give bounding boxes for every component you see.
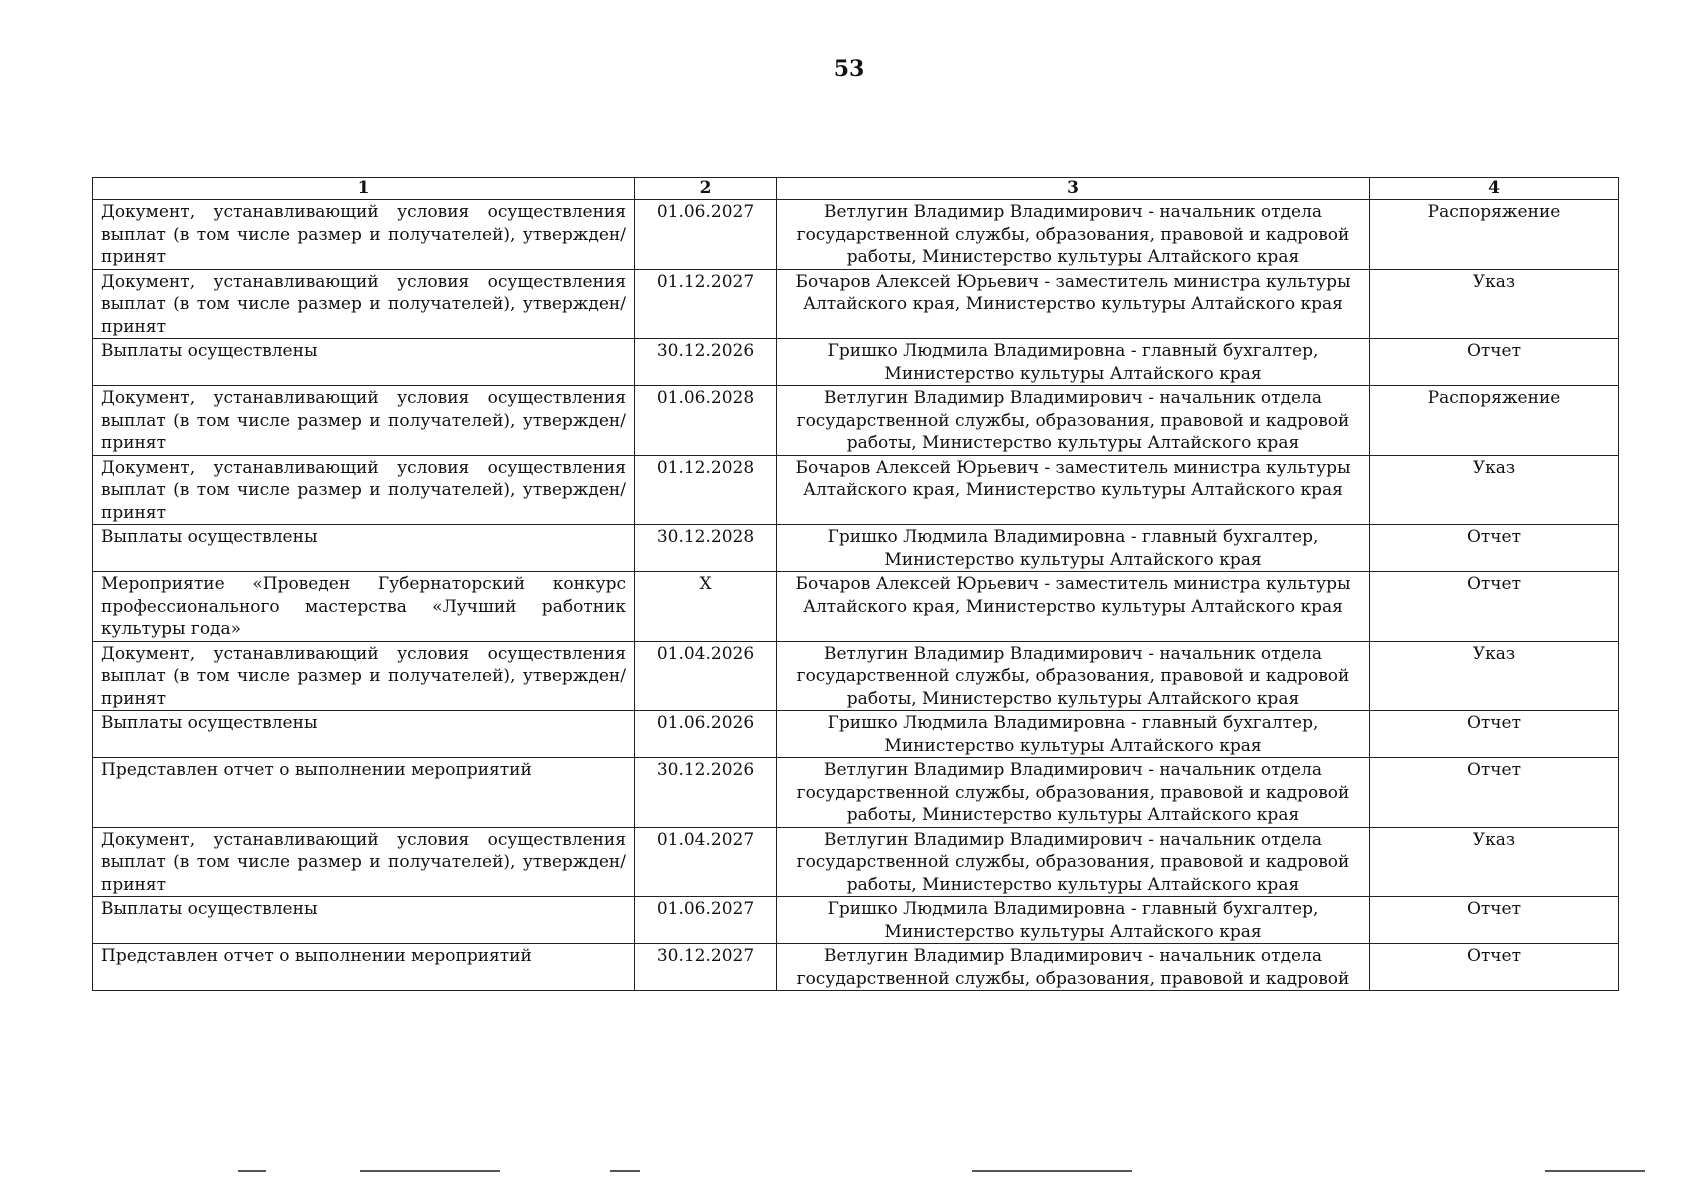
cell-date: 30.12.2027 bbox=[635, 944, 777, 991]
cell-date: 01.06.2027 bbox=[635, 200, 777, 270]
table-row bbox=[93, 944, 1619, 991]
cell-document-type: Распоряжение bbox=[1370, 200, 1619, 270]
table-row bbox=[93, 339, 1619, 386]
table-row bbox=[93, 572, 1619, 642]
cell-responsible: Бочаров Алексей Юрьевич - заместитель министра культуры Алтайского края, Министерство культуры Алтайского края bbox=[777, 269, 1370, 339]
cell-document-type: Указ bbox=[1370, 641, 1619, 711]
cell-item: Документ, устанавливающий условия осуществления выплат (в том числе размер и получателей), утвержден/принят bbox=[93, 641, 635, 711]
cell-item: Документ, устанавливающий условия осуществления выплат (в том числе размер и получателей), утвержден/принят bbox=[93, 455, 635, 525]
cell-responsible: Гришко Людмила Владимировна - главный бухгалтер, Министерство культуры Алтайского края bbox=[777, 711, 1370, 758]
cell-item: Документ, устанавливающий условия осуществления выплат (в том числе размер и получателей), утвержден/принят bbox=[93, 827, 635, 897]
cell-responsible: Гришко Людмила Владимировна - главный бухгалтер, Министерство культуры Алтайского края bbox=[777, 339, 1370, 386]
page-number: 53 bbox=[833, 56, 865, 82]
cell-date: 01.06.2027 bbox=[635, 897, 777, 944]
scan-artifact-lines bbox=[0, 1168, 1698, 1174]
cell-document-type: Отчет bbox=[1370, 339, 1619, 386]
cell-item: Документ, устанавливающий условия осуществления выплат (в том числе размер и получателей), утвержден/принят bbox=[93, 269, 635, 339]
cell-date: 30.12.2026 bbox=[635, 758, 777, 828]
table-row bbox=[93, 455, 1619, 525]
cell-item: Документ, устанавливающий условия осуществления выплат (в том числе размер и получателей), утвержден/принят bbox=[93, 200, 635, 270]
cell-item: Представлен отчет о выполнении мероприятий bbox=[93, 944, 635, 991]
table-body bbox=[93, 200, 1619, 991]
cell-responsible: Гришко Людмила Владимировна - главный бухгалтер, Министерство культуры Алтайского края bbox=[777, 897, 1370, 944]
cell-document-type: Отчет bbox=[1370, 897, 1619, 944]
cell-document-type: Указ bbox=[1370, 269, 1619, 339]
cell-document-type: Отчет bbox=[1370, 711, 1619, 758]
table-row bbox=[93, 641, 1619, 711]
cell-item: Документ, устанавливающий условия осуществления выплат (в том числе размер и получателей), утвержден/принят bbox=[93, 386, 635, 456]
column-header-2: 2 bbox=[635, 178, 777, 200]
cell-date: 01.12.2027 bbox=[635, 269, 777, 339]
column-header-3: 3 bbox=[777, 178, 1370, 200]
cell-responsible: Бочаров Алексей Юрьевич - заместитель министра культуры Алтайского края, Министерство культуры Алтайского края bbox=[777, 455, 1370, 525]
cell-item: Выплаты осуществлены bbox=[93, 339, 635, 386]
cell-document-type: Отчет bbox=[1370, 944, 1619, 991]
column-header-4: 4 bbox=[1370, 178, 1619, 200]
table-row bbox=[93, 200, 1619, 270]
cell-document-type: Указ bbox=[1370, 455, 1619, 525]
cell-item: Мероприятие «Проведен Губернаторский конкурс профессионального мастерства «Лучший работник культуры года» bbox=[93, 572, 635, 642]
table-row bbox=[93, 711, 1619, 758]
cell-document-type: Отчет bbox=[1370, 525, 1619, 572]
cell-date: Х bbox=[635, 572, 777, 642]
cell-date: 01.06.2028 bbox=[635, 386, 777, 456]
cell-item: Выплаты осуществлены bbox=[93, 897, 635, 944]
column-header-1: 1 bbox=[93, 178, 635, 200]
cell-document-type: Отчет bbox=[1370, 572, 1619, 642]
activities-table bbox=[92, 177, 1619, 991]
cell-date: 30.12.2026 bbox=[635, 339, 777, 386]
cell-responsible: Ветлугин Владимир Владимирович - начальник отдела государственной службы, образования, правовой и кадровой bbox=[777, 944, 1370, 991]
cell-date: 01.04.2026 bbox=[635, 641, 777, 711]
cell-date: 01.12.2028 bbox=[635, 455, 777, 525]
cell-item: Представлен отчет о выполнении мероприятий bbox=[93, 758, 635, 828]
cell-responsible: Гришко Людмила Владимировна - главный бухгалтер, Министерство культуры Алтайского края bbox=[777, 525, 1370, 572]
table-row bbox=[93, 758, 1619, 828]
cell-item: Выплаты осуществлены bbox=[93, 525, 635, 572]
cell-responsible: Ветлугин Владимир Владимирович - начальник отдела государственной службы, образования, правовой и кадровой работы, Министерство культуры Алтайского края bbox=[777, 641, 1370, 711]
cell-responsible: Бочаров Алексей Юрьевич - заместитель министра культуры Алтайского края, Министерство культуры Алтайского края bbox=[777, 572, 1370, 642]
cell-document-type: Распоряжение bbox=[1370, 386, 1619, 456]
cell-document-type: Отчет bbox=[1370, 758, 1619, 828]
table-row bbox=[93, 897, 1619, 944]
cell-document-type: Указ bbox=[1370, 827, 1619, 897]
cell-date: 30.12.2028 bbox=[635, 525, 777, 572]
cell-responsible: Ветлугин Владимир Владимирович - начальник отдела государственной службы, образования, правовой и кадровой работы, Министерство культуры Алтайского края bbox=[777, 758, 1370, 828]
table-row bbox=[93, 525, 1619, 572]
table-row bbox=[93, 827, 1619, 897]
header-row bbox=[93, 178, 1619, 200]
cell-item: Выплаты осуществлены bbox=[93, 711, 635, 758]
table-row bbox=[93, 386, 1619, 456]
cell-date: 01.06.2026 bbox=[635, 711, 777, 758]
cell-responsible: Ветлугин Владимир Владимирович - начальник отдела государственной службы, образования, правовой и кадровой работы, Министерство культуры Алтайского края bbox=[777, 200, 1370, 270]
cell-date: 01.04.2027 bbox=[635, 827, 777, 897]
table-row bbox=[93, 269, 1619, 339]
cell-responsible: Ветлугин Владимир Владимирович - начальник отдела государственной службы, образования, правовой и кадровой работы, Министерство культуры Алтайского края bbox=[777, 827, 1370, 897]
cell-responsible: Ветлугин Владимир Владимирович - начальник отдела государственной службы, образования, правовой и кадровой работы, Министерство культуры Алтайского края bbox=[777, 386, 1370, 456]
